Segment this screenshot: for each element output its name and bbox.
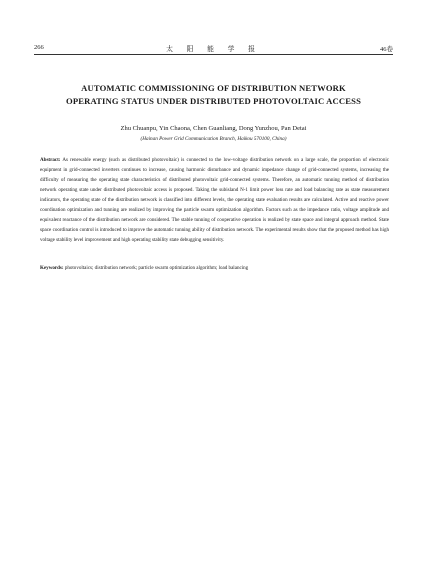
- abstract: [40, 155, 389, 245]
- title-line-2: OPERATING STATUS UNDER DISTRIBUTED PHOTOVOLTAIC ACCESS: [65, 96, 361, 106]
- paper-title: [34, 82, 393, 108]
- keywords-label: Keywords:: [40, 265, 64, 271]
- author-list: Zhu Chuanpu, Yin Chaona, Chen Guanliang, Dong Yunzhou, Pan Detai: [120, 125, 307, 132]
- affiliation: (Hainan Power Grid Communication Branch, Haikou 570100, China): [140, 136, 287, 142]
- keywords: [40, 263, 389, 273]
- keywords-text: photovoltaics; distribution network; particle swarm optimization algorithm; load balancing: [64, 265, 249, 271]
- title-line-1: AUTOMATIC COMMISSIONING OF DISTRIBUTION NETWORK: [81, 83, 346, 93]
- abstract-label: Abstract:: [40, 157, 61, 163]
- volume-label: 46卷: [380, 46, 393, 53]
- page-number: 266: [34, 44, 44, 51]
- journal-name: 太 阳 能 学 报: [166, 46, 261, 53]
- running-header: [34, 42, 393, 55]
- abstract-text: As renewable energy (such as distributed photovoltaic) is connected to the low-voltage distribution network on a large scale, the proportion of electronic equipment in grid-connected inverters continues to increase, causing harmonic disturbance and dynamic impedance change of grid-connected systems, increasing the difficulty of measuring the operating state characteristics of distributed photovoltaic grid-connected systems. Therefore, an automatic tunning method of distribution network operating state under distributed photovoltaic access is proposed. Taking the subisland N-1 limit power loss rate and load balancing rate as state measurement indicators, the operating state of the distribution network is classified into different levels, the operating state evaluation results are calculated. Active and reactive power coordination optimization and tunning are realized by improving the particle swarm optimization algorithm. Factors such as the impedance ratio, voltage amplitude and equivalent reactance of the distribution network are considered. The stable tunning of cooperative operation is realized by state space and integral approach method. State space coordination control is introduced to improve the automatic tunning ability of distribution network. The experimental results show that the proposed method has high voltage stability level improvement and high operating stability state debugging sensitivity.: [40, 157, 389, 244]
